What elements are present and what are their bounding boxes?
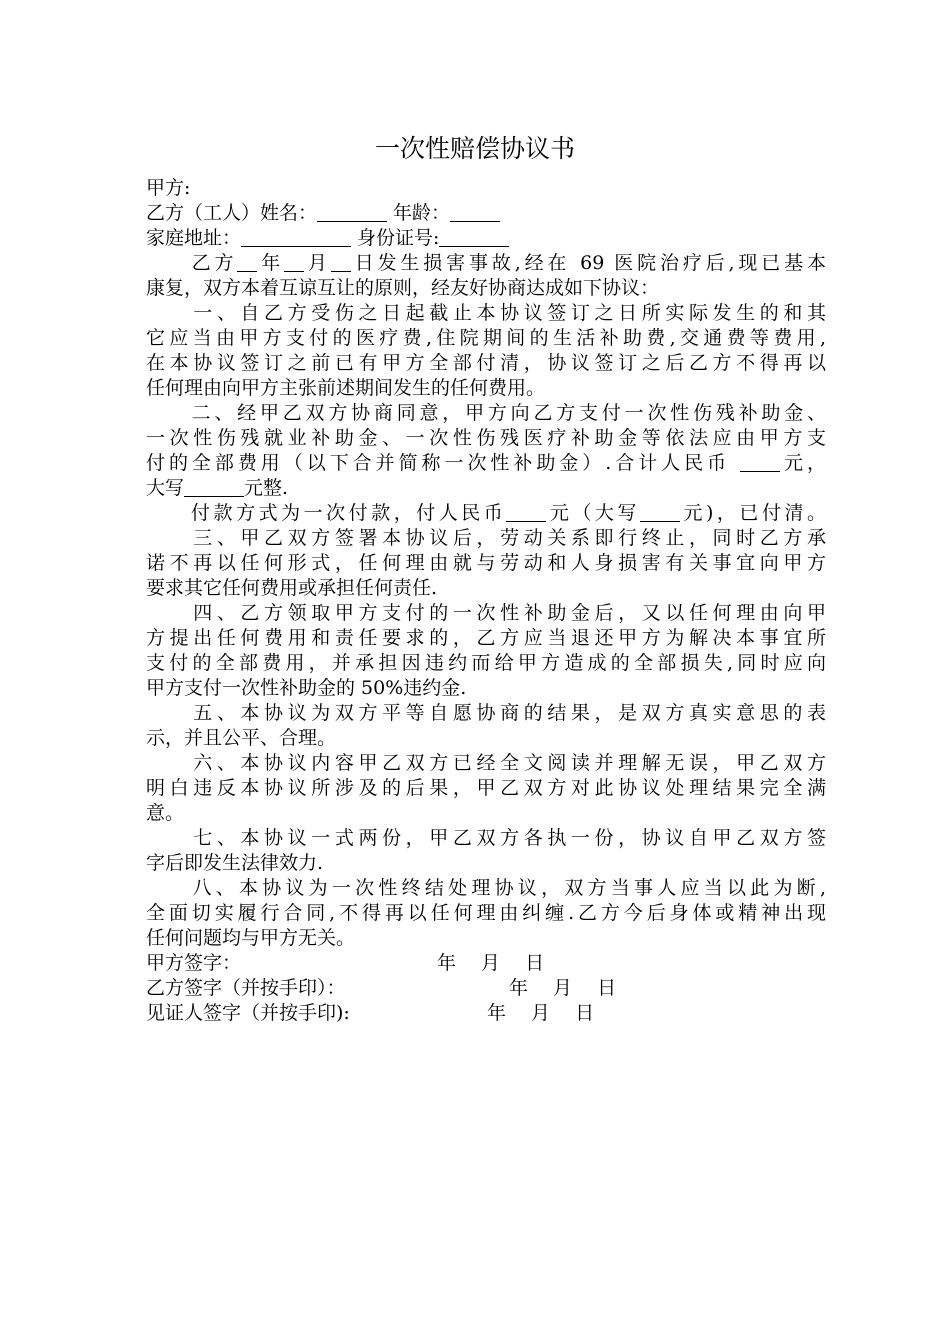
- party-b-signature-date: 年 月 日: [509, 977, 617, 999]
- fill-in-blank: [317, 201, 387, 222]
- clause-2-line: 一次性伤残就业补助金、一次性伤残医疗补助金等依法应由甲方支: [146, 427, 826, 449]
- fill-in-blank: [237, 251, 257, 272]
- clause-6-line: 六、本协议内容甲乙双方已经全文阅读并理解无误，甲乙双方: [146, 752, 826, 774]
- clause-4-line: 支付的全部费用，并承担因违约而给甲方造成的全部损失,同时应向: [146, 652, 826, 674]
- clause-3-line: 三、甲乙双方签署本协议后，劳动关系即行终止，同时乙方承: [146, 527, 826, 549]
- fill-in-blank: [241, 226, 351, 247]
- fill-in-blank: [331, 251, 351, 272]
- party-b-name-age-line: 乙方（工人）姓名： 年龄：: [146, 201, 826, 226]
- clause-3-line: 诺不再以任何形式，任何理由就与劳动和人身损害有关事宜向甲方: [146, 552, 826, 574]
- clause-1-line: 它应当由甲方支付的医疗费,住院期间的生活补助费,交通费等费用,: [146, 327, 826, 349]
- witness-signature-label: 见证人签字（并按手印):: [146, 1002, 350, 1024]
- clause-5-line: 五、本协议为双方平等自愿协商的结果，是双方真实意思的表: [146, 702, 826, 724]
- party-a-signature-label: 甲方签字：: [146, 952, 242, 974]
- clause-1-line: 一、自乙方受伤之日起截止本协议签订之日所实际发生的和其: [146, 302, 826, 324]
- fill-in-blank: [184, 476, 244, 497]
- address-id-line: 家庭地址： 身份证号:: [146, 226, 826, 251]
- clause-2-amount-words-line: 大写 元整.: [146, 477, 289, 499]
- accident-date-line: 乙方 年 月 日发生损害事故,经在 69 医院治疗后,现已基本: [146, 252, 826, 274]
- clause-8-line: 全面切实履行合同,不得再以任何理由纠缠.乙方今后身体或精神出现: [146, 902, 826, 924]
- witness-signature-date: 年 月 日: [487, 1002, 595, 1024]
- clause-7-line: 字后即发生法律效力.: [146, 852, 324, 874]
- clause-2-amount-line: 付的全部费用（以下合并简称一次性补助金）.合计人民币 元，: [146, 452, 826, 474]
- clause-8-line: 任何问题均与甲方无关。: [146, 927, 356, 949]
- party-a-signature-date: 年 月 日: [437, 952, 545, 974]
- clause-3-line: 要求其它任何费用或承担任何责任.: [146, 577, 438, 599]
- party-a-line: 甲方:: [146, 177, 191, 199]
- clause-4-line: 四、乙方领取甲方支付的一次性补助金后，又以任何理由向甲: [146, 602, 826, 624]
- clause-4-line: 甲方支付一次性补助金的 50%违约金.: [146, 677, 467, 699]
- clause-4-line: 方提出任何费用和责任要求的，乙方应当退还甲方为解决本事宜所: [146, 627, 826, 649]
- paragraph-line: 康复，双方本着互谅互让的原则，经友好协商达成如下协议：: [146, 277, 660, 299]
- clause-6-line: 明白违反本协议所涉及的后果，甲乙双方对此协议处理结果完全满: [146, 777, 826, 799]
- fill-in-blank: [284, 251, 304, 272]
- fill-in-blank: [740, 451, 780, 472]
- clause-1-line: 在本协议签订之前已有甲方全部付清，协议签订之后乙方不得再以: [146, 352, 826, 374]
- fill-in-blank: [450, 201, 500, 222]
- clause-1-line: 任何理由向甲方主张前述期间发生的任何费用。: [146, 377, 546, 399]
- fill-in-blank: [506, 501, 546, 522]
- payment-method-line: 付款方式为一次付款，付人民币 元（大写 元)，已付清。: [146, 502, 826, 524]
- clause-2-line: 二、经甲乙双方协商同意，甲方向乙方支付一次性伤残补助金、: [146, 402, 826, 424]
- fill-in-blank: [640, 501, 680, 522]
- clause-8-line: 八、本协议为一次性终结处理协议，双方当事人应当以此为断,: [146, 877, 826, 899]
- fill-in-blank: [439, 226, 509, 247]
- document-title: 一次性赔偿协议书: [374, 134, 575, 163]
- clause-5-line: 示，并且公平、合理。: [146, 727, 337, 749]
- clause-6-line: 意。: [146, 802, 185, 824]
- clause-7-line: 七、本协议一式两份，甲乙双方各执一份，协议自甲乙双方签: [146, 827, 826, 849]
- party-b-signature-label: 乙方签字（并按手印）：: [146, 977, 346, 999]
